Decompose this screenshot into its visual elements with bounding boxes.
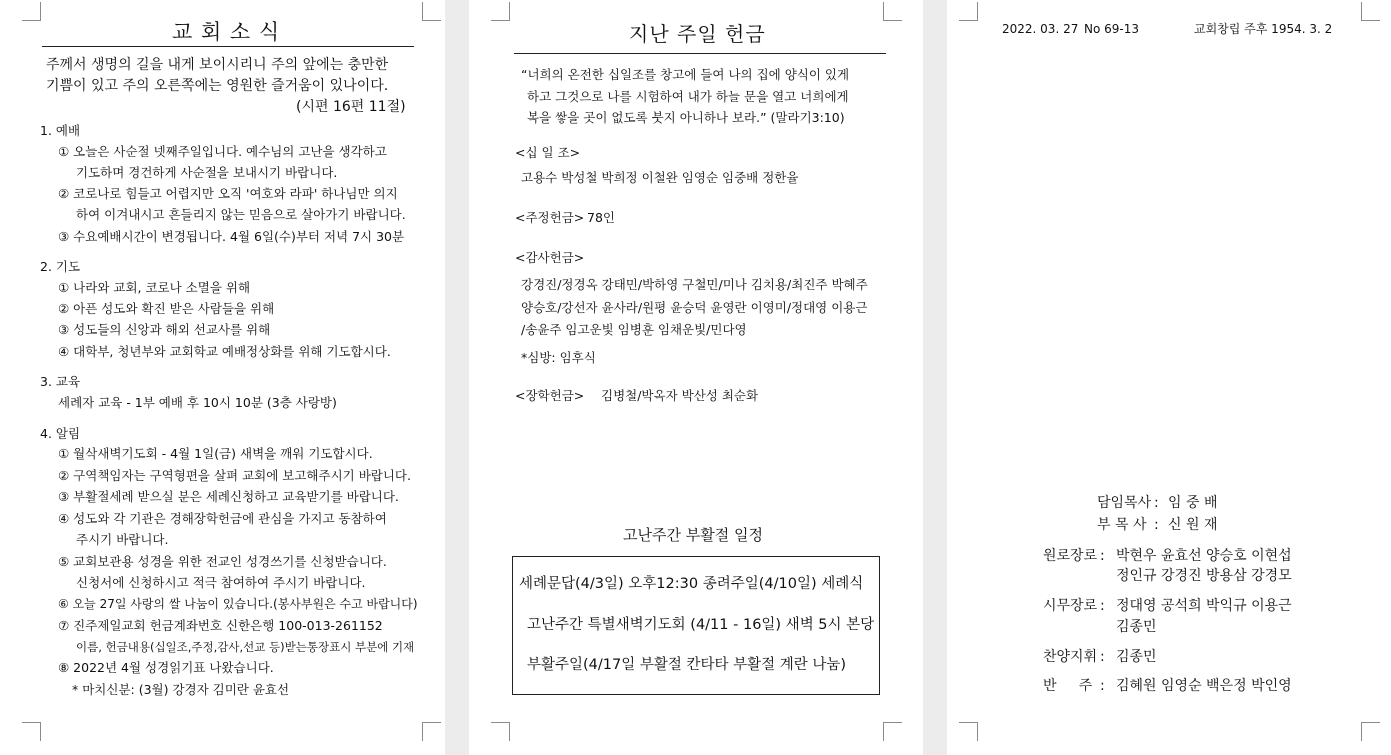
list-item: ① 오늘은 사순절 넷째주일입니다. 예수님의 고난을 생각하고 — [58, 144, 387, 159]
staff-role: 부 목 사 — [1097, 517, 1147, 533]
left-page — [0, 0, 445, 755]
thanks-names: 강경진/정경옥 강태민/박하영 구철민/미나 김치용/최진주 박혜주 — [521, 277, 868, 292]
thanks-offering-label: <감사헌금> — [515, 250, 585, 265]
staff-names: 김종민 — [1116, 619, 1157, 635]
crop-mark — [22, 722, 41, 741]
crop-mark — [491, 722, 510, 741]
list-item: 신청서에 신청하시고 적극 참여하여 주시기 바랍니다. — [76, 575, 366, 590]
staff-names: 김종민 — [1116, 649, 1157, 665]
list-item: 하여 이겨내시고 흔들리지 않는 믿음으로 살아가기 바랍니다. — [76, 207, 406, 222]
middle-page — [469, 0, 923, 755]
list-item: ① 월삭새벽기도회 - 4월 1일(금) 새벽을 깨워 기도합시다. — [58, 446, 373, 461]
quote-line: 하고 그것으로 나를 시험하여 내가 하늘 문을 열고 너희에게 — [527, 89, 849, 104]
list-item: * 마치신분: (3월) 강경자 김미란 윤효선 — [72, 682, 290, 697]
visitation-note: *심방: 임후식 — [521, 350, 596, 365]
staff-names: 신 원 재 — [1168, 517, 1218, 533]
crop-mark — [1361, 2, 1380, 21]
crop-mark — [22, 2, 41, 21]
page-gutter — [923, 0, 947, 755]
list-item: ③ 부활절세례 받으실 분은 세례신청하고 교육받기를 바랍니다. — [58, 489, 399, 504]
staff-role: 반 주 — [1043, 678, 1093, 694]
founding-date: 교회창립 주후 1954. 3. 2 — [1194, 22, 1333, 36]
list-item: ⑥ 오늘 27일 사랑의 쌀 나눔이 있습니다.(봉사부원은 수고 바랍니다) — [58, 597, 418, 611]
list-item: 이름, 헌금내용(십일조,주정,감사,선교 등)받는통장표시 부분에 기재 — [76, 640, 415, 654]
bulletin-number: No 69-13 — [1084, 22, 1140, 36]
staff-separator: : — [1154, 517, 1159, 533]
section-heading: 4. 알림 — [40, 426, 81, 441]
list-item: ⑦ 진주제일교회 헌금계좌번호 신한은행 100-013-261152 — [58, 618, 383, 633]
verse-reference: (시편 16편 11절) — [296, 99, 406, 115]
page-title: 교 회 소 식 — [172, 20, 281, 44]
crop-mark — [883, 722, 902, 741]
list-item: ② 구역책임자는 구역형편을 살펴 교회에 보고해주시기 바랍니다. — [58, 468, 411, 483]
right-page — [947, 0, 1391, 755]
weekly-offering-label: <주정헌금> — [515, 210, 585, 225]
list-item: ③ 성도들의 신앙과 해외 선교사를 위해 — [58, 322, 271, 337]
title-underline — [514, 53, 886, 54]
list-item: 기도하며 경건하게 사순절을 보내시기 바랍니다. — [76, 165, 338, 180]
list-item: 세례자 교육 - 1부 예배 후 10시 10분 (3층 사랑방) — [58, 395, 337, 410]
tithe-label: <십 일 조> — [515, 145, 581, 160]
thanks-names: /송윤주 임고운빛 임병훈 임채운빛/민다영 — [521, 322, 747, 337]
crop-mark — [422, 2, 441, 21]
staff-names: 김혜원 임영순 백은정 박인영 — [1116, 678, 1292, 694]
staff-separator: : — [1100, 598, 1105, 614]
section-heading: 2. 기도 — [40, 259, 81, 274]
staff-names: 정인규 강경진 방용삼 강경모 — [1116, 568, 1292, 584]
verse-line: 기쁨이 있고 주의 오른쪽에는 영원한 즐거움이 있나이다. — [46, 78, 389, 94]
verse-line: 주께서 생명의 길을 내게 보이시리니 주의 앞에는 충만한 — [46, 57, 389, 73]
schedule-item: 부활주일(4/17일 부활절 칸타타 부활절 계란 나눔) — [527, 657, 847, 673]
tithe-names: 고용수 박성철 박희정 이철완 임영순 임중배 정한율 — [521, 170, 799, 185]
staff-role: 원로장로 — [1043, 548, 1098, 564]
list-item: ② 아픈 성도와 확진 받은 사람들을 위해 — [58, 301, 275, 316]
crop-mark — [422, 722, 441, 741]
staff-role: 찬양지휘 — [1043, 649, 1098, 665]
crop-mark — [959, 2, 978, 21]
list-item: ④ 대학부, 청년부와 교회학교 예배정상화를 위해 기도합시다. — [58, 344, 391, 359]
schedule-item: 고난주간 특별새벽기도회 (4/11 - 16일) 새벽 5시 본당 — [527, 617, 875, 633]
section-heading: 3. 교육 — [40, 374, 81, 389]
thanks-names: 양승호/강선자 윤사라/원평 윤승덕 윤영란 이영미/정대영 이용근 — [521, 300, 868, 315]
crop-mark — [959, 722, 978, 741]
crop-mark — [883, 2, 902, 21]
scholarship-label: <장학헌금> — [515, 388, 585, 403]
staff-names: 박현우 윤효선 양승호 이현섭 — [1116, 548, 1292, 564]
crop-mark — [1361, 722, 1380, 741]
title-underline — [42, 46, 414, 47]
list-item: ③ 수요예배시간이 변경됩니다. 4월 6일(수)부터 저녁 7시 30분 — [58, 229, 405, 244]
staff-names: 정대영 공석희 박익규 이용근 — [1116, 598, 1292, 614]
bulletin-date: 2022. 03. 27 — [1002, 22, 1079, 36]
quote-line: “너희의 온전한 십일조를 창고에 들여 나의 집에 양식이 있게 — [521, 67, 850, 82]
staff-separator: : — [1100, 678, 1105, 694]
schedule-item: 세례문답(4/3일) 오후12:30 종려주일(4/10일) 세례식 — [519, 576, 864, 592]
page-gutter — [445, 0, 469, 755]
list-item: ⑤ 교회보관용 성경을 위한 전교인 성경쓰기를 신청받습니다. — [58, 554, 387, 569]
list-item: ① 나라와 교회, 코로나 소멸을 위해 — [58, 280, 251, 295]
page-title: 지난 주일 헌금 — [629, 22, 766, 46]
staff-names: 임 중 배 — [1168, 495, 1218, 511]
staff-separator: : — [1100, 649, 1105, 665]
weekly-offering-count: 78인 — [587, 210, 615, 225]
quote-line: 복을 쌓을 곳이 없도록 붓지 아니하나 보라.” (말라기3:10) — [527, 110, 845, 125]
schedule-title: 고난주간 부활절 일정 — [623, 526, 763, 544]
section-heading: 1. 예배 — [40, 123, 81, 138]
staff-separator: : — [1154, 495, 1159, 511]
staff-role: 시무장로 — [1043, 598, 1098, 614]
staff-role: 담임목사 — [1097, 495, 1152, 511]
staff-separator: : — [1100, 548, 1105, 564]
list-item: 주시기 바랍니다. — [76, 532, 169, 547]
list-item: ④ 성도와 각 기관은 경해장학헌금에 관심을 가지고 동참하여 — [58, 511, 387, 526]
crop-mark — [491, 2, 510, 21]
list-item: ⑧ 2022년 4월 성경읽기표 나왔습니다. — [58, 660, 274, 675]
scholarship-names: 김병철/박옥자 박산성 최순화 — [601, 388, 759, 403]
list-item: ② 코로나로 힘들고 어렵지만 오직 '여호와 라파' 하나님만 의지 — [58, 186, 398, 201]
